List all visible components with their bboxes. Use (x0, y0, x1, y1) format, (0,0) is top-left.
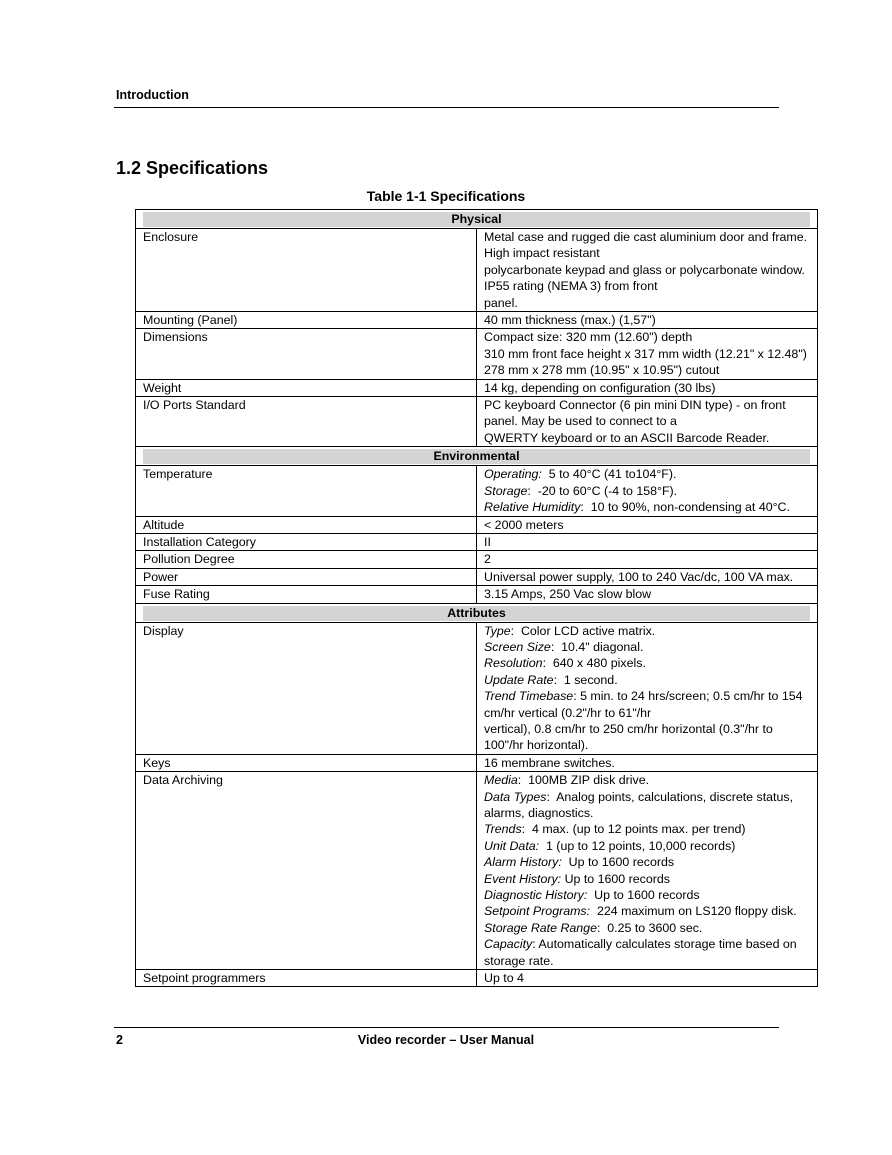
table-row (136, 516, 818, 533)
spec-text: : Analog points, calculations, discrete status, alarms, diagnostics. (484, 789, 797, 820)
spec-value (477, 772, 818, 970)
header-rule (114, 107, 779, 108)
spec-label: Altitude (136, 516, 477, 533)
spec-term: Trend Timebase (484, 689, 574, 704)
spec-term: Data Types (484, 789, 547, 804)
spec-label: Display (136, 622, 477, 754)
spec-label: Power (136, 568, 477, 585)
spec-value-line (484, 430, 811, 446)
spec-term: Capacity (484, 937, 533, 952)
spec-text: Up to 4 (484, 971, 524, 986)
spec-text: Up to 1600 records (587, 888, 700, 903)
spec-value-line (484, 517, 811, 533)
spec-term: Resolution (484, 656, 543, 671)
spec-term: Setpoint Programs: (484, 904, 591, 919)
spec-value-line (484, 871, 811, 887)
spec-label: Enclosure (136, 229, 477, 312)
spec-value-line (484, 887, 811, 903)
spec-label: Weight (136, 379, 477, 396)
spec-value-line (484, 772, 811, 788)
spec-value-line (484, 295, 811, 311)
spec-value-line (484, 838, 811, 854)
spec-text: : 4 max. (up to 12 points max. per trend) (521, 822, 746, 837)
group-header-cell (136, 603, 818, 622)
spec-value (477, 312, 818, 329)
section-title: 1.2 Specifications (116, 158, 269, 178)
spec-value-line (484, 688, 811, 721)
spec-text: 40 mm thickness (max.) (1,57") (484, 313, 656, 328)
spec-label: Dimensions (136, 329, 477, 379)
spec-text: vertical), 0.8 cm/hr to 250 cm/hr horizontal (0.3"/hr to 100"/hr horizontal). (484, 721, 777, 753)
spec-value-line (484, 569, 811, 585)
table-row (136, 586, 818, 603)
spec-text: II (484, 534, 491, 549)
table-row (136, 329, 818, 379)
spec-text: 1 (up to 12 points, 10,000 records) (539, 838, 736, 853)
spec-label: Pollution Degree (136, 551, 477, 568)
table-row (136, 622, 818, 754)
spec-text: 14 kg, depending on configuration (30 lbs) (484, 380, 716, 395)
spec-text: 3.15 Amps, 250 Vac slow blow (484, 587, 652, 602)
spec-value (477, 586, 818, 603)
spec-term: Update Rate (484, 672, 554, 687)
spec-text: 2 (484, 552, 491, 567)
spec-label: Temperature (136, 466, 477, 516)
table-row (136, 229, 818, 312)
spec-label: Installation Category (136, 533, 477, 550)
spec-value-line (484, 789, 811, 822)
spec-text: polycarbonate keypad and glass or polycarbonate window. IP55 rating (NEMA 3) from front (484, 262, 809, 294)
table-row (136, 754, 818, 771)
spec-text: Metal case and rugged die cast aluminium door and frame. High impact resistant (484, 230, 811, 261)
spec-text: : 0.25 to 3600 sec. (596, 920, 703, 935)
spec-value (477, 754, 818, 771)
spec-value-line (484, 483, 811, 499)
group-title: Physical (143, 212, 810, 227)
spec-text: Up to 1600 records (561, 855, 675, 870)
spec-term: Diagnostic History: (484, 888, 588, 903)
spec-value-line (484, 397, 811, 430)
spec-text: QWERTY keyboard or to an ASCII Barcode Reader. (484, 430, 770, 445)
table-row (136, 466, 818, 516)
spec-term: Trends (484, 822, 522, 837)
spec-term: Operating: (484, 467, 542, 482)
page-number: 2 (116, 1033, 123, 1047)
table-row (136, 568, 818, 585)
spec-term: Media (484, 773, 518, 788)
spec-text: Universal power supply, 100 to 240 Vac/dc, 100 VA max. (484, 569, 794, 584)
spec-text: : Color LCD active matrix. (510, 623, 656, 638)
spec-text: : 640 x 480 pixels. (542, 656, 646, 671)
spec-term: Storage (484, 483, 528, 498)
specifications-table (135, 209, 818, 987)
spec-value-line (484, 821, 811, 837)
spec-value (477, 568, 818, 585)
spec-value (477, 229, 818, 312)
spec-label: Data Archiving (136, 772, 477, 970)
spec-value-line (484, 721, 811, 754)
spec-term: Relative Humidity (484, 500, 581, 515)
spec-value-line (484, 551, 811, 567)
spec-value (477, 970, 818, 987)
spec-value-line (484, 903, 811, 919)
spec-label: Mounting (Panel) (136, 312, 477, 329)
group-header-row (136, 603, 818, 622)
spec-term: Alarm History: (484, 855, 562, 870)
spec-value (477, 551, 818, 568)
spec-value (477, 622, 818, 754)
spec-text: PC keyboard Connector (6 pin mini DIN type) - on front panel. May be used to connect to a (484, 398, 790, 429)
spec-value-line (484, 262, 811, 295)
spec-value (477, 397, 818, 447)
footer-title: Video recorder – User Manual (357, 1033, 535, 1047)
spec-label: Setpoint programmers (136, 970, 477, 987)
spec-value-line (484, 362, 811, 378)
spec-text: 310 mm front face height x 317 mm width (12.21" x 12.48") (484, 346, 807, 361)
spec-value-line (484, 755, 811, 771)
table-row (136, 397, 818, 447)
spec-text: : 5 min. to 24 hrs/screen; 0.5 cm/hr to 154 cm/hr vertical (0.2"/hr to 61"/hr (484, 689, 806, 720)
spec-value (477, 329, 818, 379)
spec-value-line (484, 466, 811, 482)
group-header-row (136, 210, 818, 229)
spec-text: : 1 second. (553, 672, 618, 687)
spec-label: I/O Ports Standard (136, 397, 477, 447)
spec-value (477, 466, 818, 516)
group-title: Environmental (143, 449, 810, 464)
spec-text: 278 mm x 278 mm (10.95" x 10.95") cutout (484, 363, 720, 378)
running-header: Introduction (116, 88, 189, 102)
table-title: Table 1-1 Specifications (366, 188, 526, 204)
table-row (136, 312, 818, 329)
spec-text: : Automatically calculates storage time based on storage rate. (484, 937, 801, 968)
table-row (136, 379, 818, 396)
spec-text: : 10 to 90%, non-condensing at 40°C. (580, 500, 790, 515)
spec-text: : 100MB ZIP disk drive. (517, 773, 650, 788)
spec-value-line (484, 936, 811, 969)
spec-text: 5 to 40°C (41 to104°F). (541, 467, 677, 482)
specifications-table-body (136, 210, 818, 987)
spec-value-line (484, 672, 811, 688)
spec-value-line (484, 623, 811, 639)
spec-value-line (484, 380, 811, 396)
spec-value (477, 379, 818, 396)
spec-text: 16 membrane switches. (484, 755, 615, 770)
table-row (136, 533, 818, 550)
group-title: Attributes (143, 606, 810, 621)
spec-value-line (484, 655, 811, 671)
spec-value-line (484, 639, 811, 655)
spec-value-line (484, 329, 811, 345)
spec-text: panel. (484, 295, 518, 310)
spec-term: Screen Size (484, 639, 551, 654)
spec-label: Fuse Rating (136, 586, 477, 603)
spec-term: Event History: (484, 871, 562, 886)
group-header-row (136, 447, 818, 466)
spec-term: Unit Data: (484, 838, 540, 853)
table-row (136, 772, 818, 970)
spec-text: : -20 to 60°C (-4 to 158°F). (527, 483, 678, 498)
spec-value-line (484, 970, 811, 986)
spec-value-line (484, 312, 811, 328)
footer-rule (114, 1027, 779, 1028)
spec-value-line (484, 534, 811, 550)
spec-value-line (484, 920, 811, 936)
spec-term: Type (484, 623, 511, 638)
group-header-cell (136, 210, 818, 229)
spec-text: Up to 1600 records (561, 871, 670, 886)
group-header-cell (136, 447, 818, 466)
spec-value-line (484, 346, 811, 362)
specifications-table-container (135, 209, 818, 987)
table-row (136, 970, 818, 987)
spec-value-line (484, 854, 811, 870)
table-row (136, 551, 818, 568)
spec-value (477, 533, 818, 550)
spec-value-line (484, 229, 811, 262)
spec-value-line (484, 499, 811, 515)
spec-label: Keys (136, 754, 477, 771)
spec-text: Compact size: 320 mm (12.60") depth (484, 330, 693, 345)
spec-value (477, 516, 818, 533)
spec-term: Storage Rate Range (484, 920, 597, 935)
spec-value-line (484, 586, 811, 602)
spec-text: : 10.4" diagonal. (550, 639, 644, 654)
spec-text: < 2000 meters (484, 517, 564, 532)
spec-text: 224 maximum on LS120 floppy disk. (590, 904, 797, 919)
